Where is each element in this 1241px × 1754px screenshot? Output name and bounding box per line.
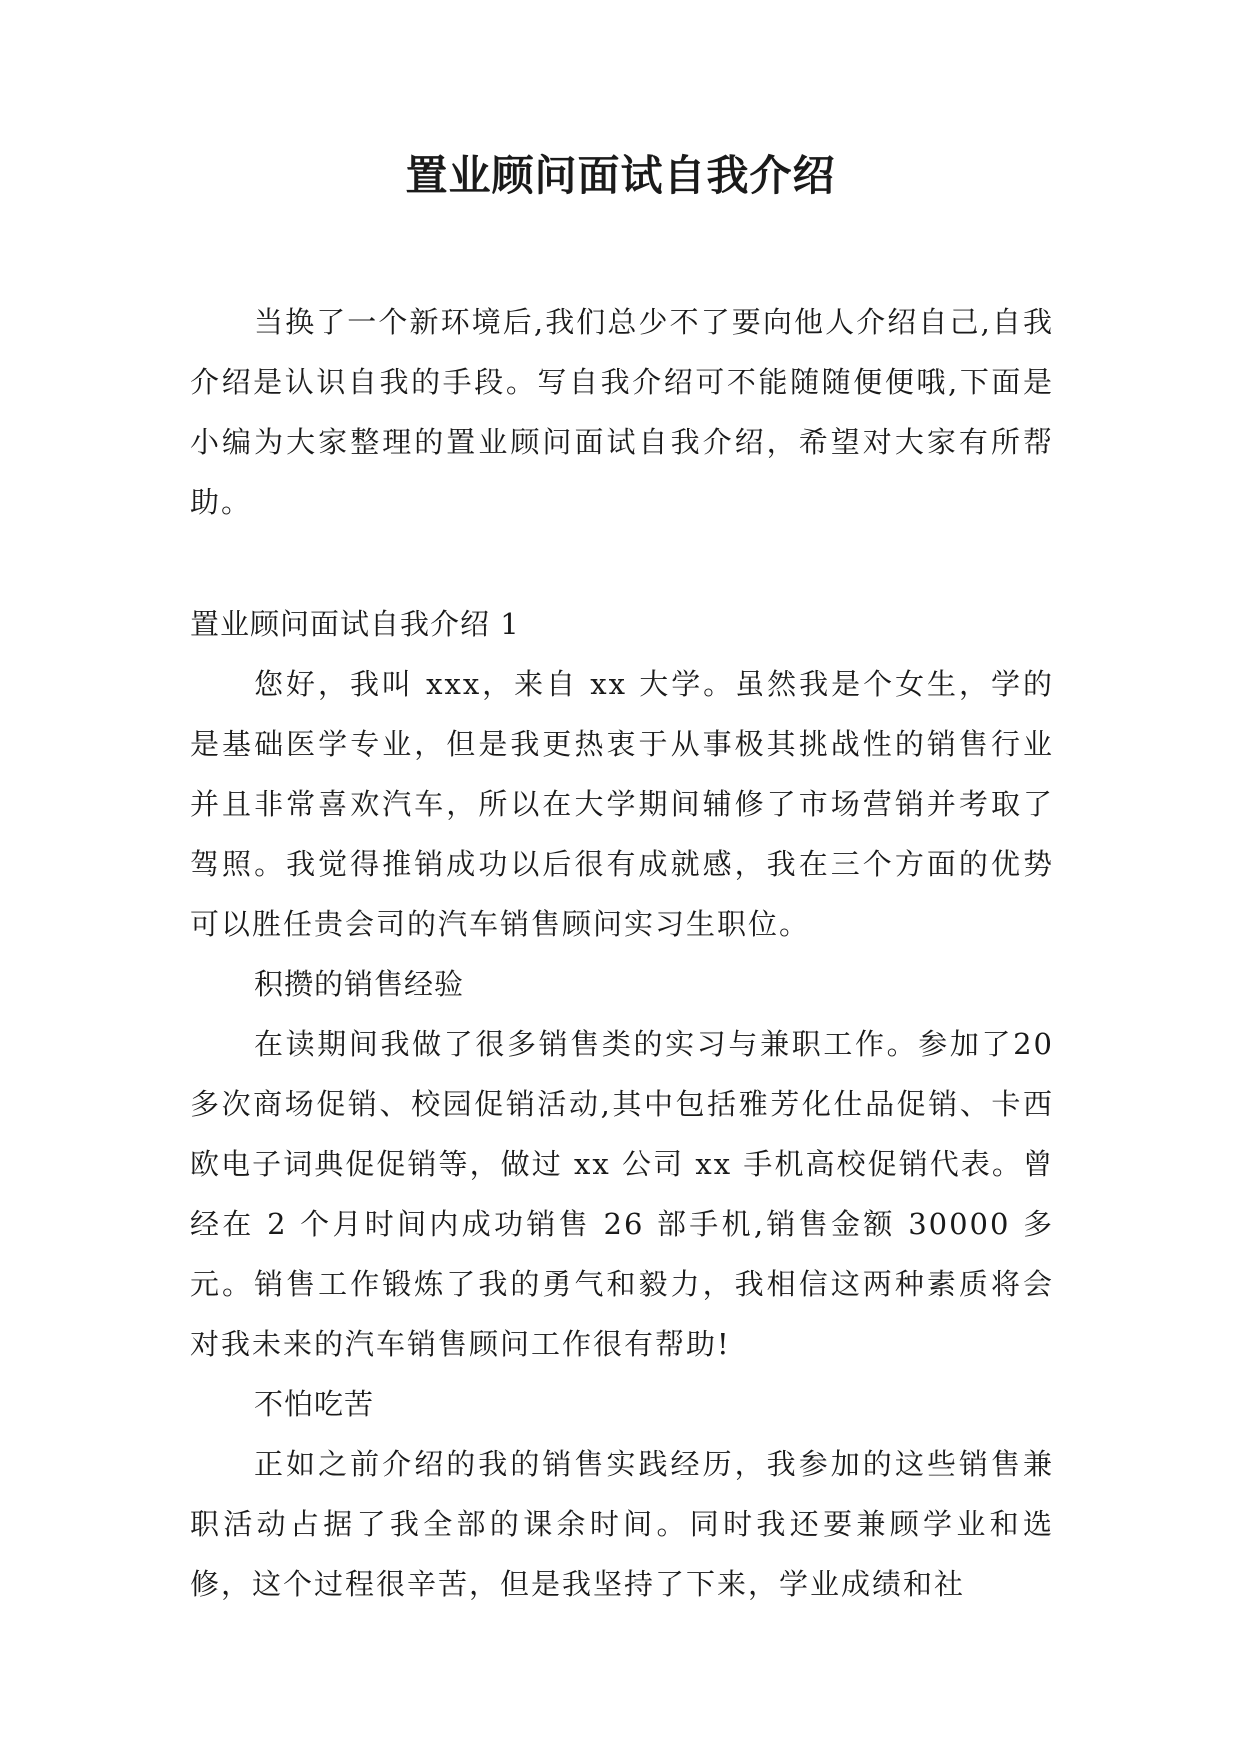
- body-paragraph: 在读期间我做了很多销售类的实习与兼职工作。参加了20 多次商场促销、校园促销活动,其中包括雅芳化仕品促销、卡西欧电子词典促促销等，做过 xx 公司 xx 手机高校促销代表。曾经在 2 个月时间内成功销售 26 部手机,销售金额 30000 多元。销售工作锻炼了我的勇气和毅力，我相信这两种素质将会对我未来的汽车销售顾问工作很有帮助!: [190, 1027, 1054, 1361]
- document-body: [190, 292, 1054, 1614]
- intro-paragraph: 当换了一个新环境后,我们总少不了要向他人介绍自己,自我介绍是认识自我的手段。写自我介绍可不能随随便便哦,下面是小编为大家整理的置业顾问面试自我介绍，希望对大家有所帮助。: [190, 305, 1054, 519]
- page-title: 置业顾问面试自我介绍: [405, 151, 836, 200]
- sub-heading: 积攒的销售经验: [254, 967, 465, 1001]
- sub-heading: 不怕吃苦: [254, 1387, 375, 1421]
- body-paragraph: 正如之前介绍的我的销售实践经历，我参加的这些销售兼职活动占据了我全部的课余时间。同时我还要兼顾学业和选修，这个过程很辛苦，但是我坚持了下来，学业成绩和社: [190, 1447, 1054, 1601]
- section-heading: 置业顾问面试自我介绍 1: [190, 607, 520, 641]
- body-paragraph: 您好，我叫 xxx，来自 xx 大学。虽然我是个女生，学的是基础医学专业，但是我更热衷于从事极其挑战性的销售行业并且非常喜欢汽车，所以在大学期间辅修了市场营销并考取了驾照。我觉得推销成功以后很有成就感，我在三个方面的优势可以胜任贵会司的汽车销售顾问实习生职位。: [190, 667, 1054, 941]
